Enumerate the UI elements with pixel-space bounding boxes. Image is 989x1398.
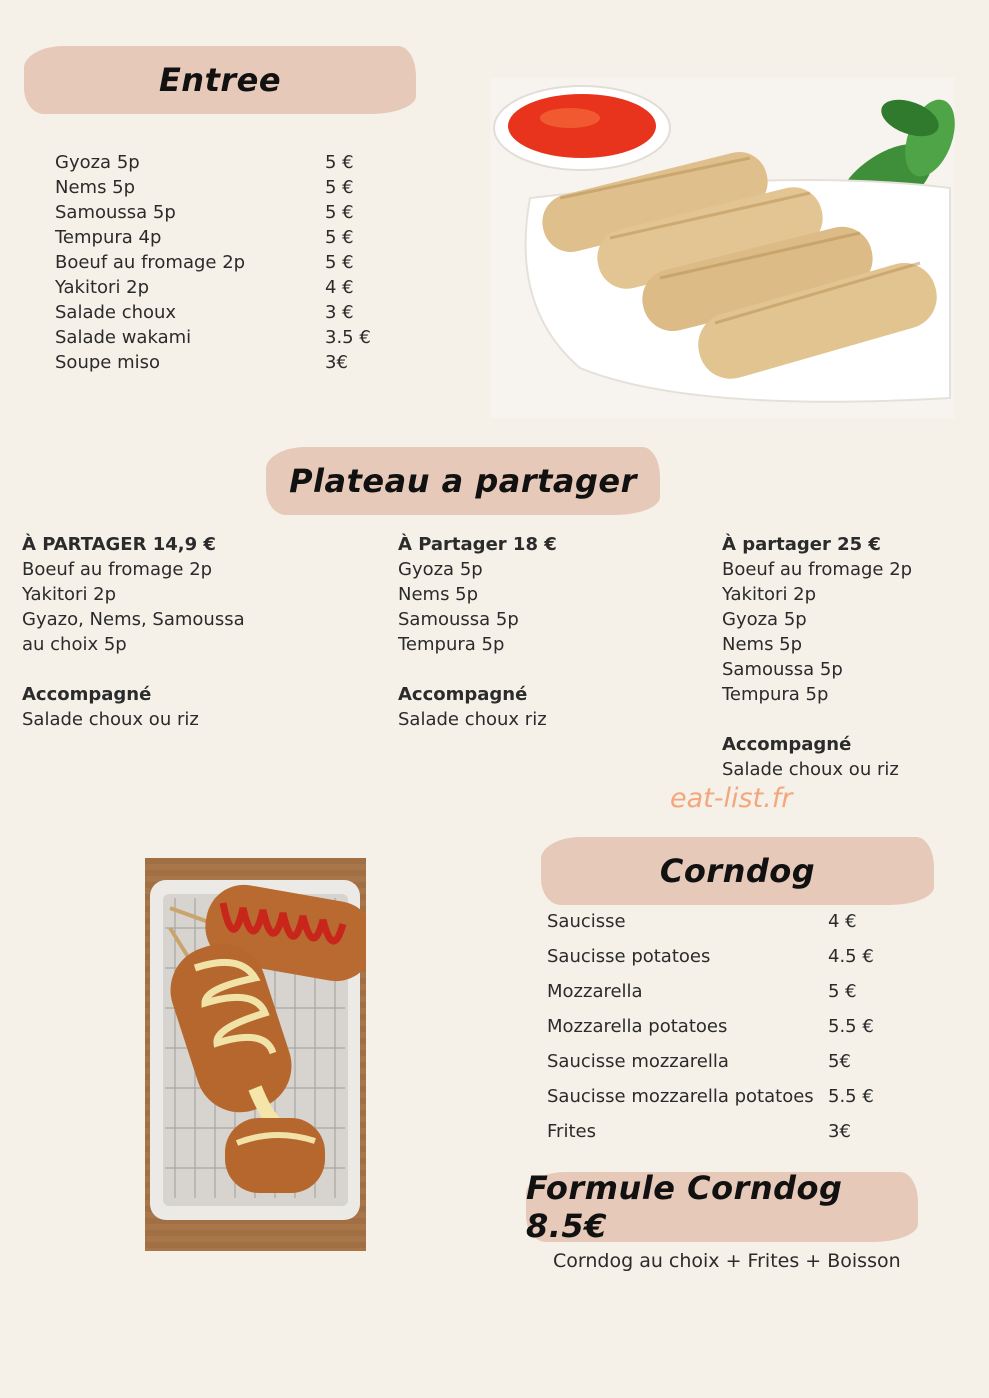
formule-title: Formule Corndog 8.5€: [526, 1169, 843, 1245]
list-item: Boeuf au fromage 2p: [22, 559, 213, 580]
list-item: Boeuf au fromage 2p: [722, 559, 913, 580]
side-text: Salade choux riz: [398, 709, 547, 730]
formule-banner: [526, 1169, 918, 1245]
list-item: Tempura 5p: [722, 684, 829, 705]
plateau-column-3: [722, 532, 982, 782]
menu-item: Boeuf au fromage 2p 5 €: [55, 252, 354, 273]
menu-item: Mozzarella potatoes 5.5 €: [547, 1016, 874, 1037]
plateau-column-title: À PARTAGER 14,9 €: [22, 534, 216, 555]
menu-item: Samoussa 5p 5 €: [55, 202, 354, 223]
spring-rolls-photo: [490, 78, 955, 418]
side-text: Salade choux ou riz: [22, 709, 199, 730]
menu-item: Tempura 4p 5 €: [55, 227, 354, 248]
list-item: Gyoza 5p: [722, 609, 807, 630]
side-title: Accompagné: [398, 684, 528, 705]
menu-item: Yakitori 2p 4 €: [55, 277, 354, 298]
menu-item: Mozzarella 5 €: [547, 981, 857, 1002]
watermark: eat-list.fr: [670, 783, 793, 814]
menu-item: Nems 5p 5 €: [55, 177, 354, 198]
menu-item: Saucisse potatoes 4.5 €: [547, 946, 874, 967]
corndog-banner: [541, 837, 934, 905]
menu-item: Salade wakami 3.5 €: [55, 327, 371, 348]
list-item: Yakitori 2p: [722, 584, 817, 605]
menu-item: Soupe miso 3€: [55, 352, 348, 373]
list-item: Samoussa 5p: [722, 659, 843, 680]
menu-item: Frites 3€: [547, 1121, 851, 1142]
formule-description: Corndog au choix + Frites + Boisson: [553, 1250, 901, 1272]
plateau-banner: [266, 447, 660, 515]
menu-item: Gyoza 5p 5 €: [55, 152, 354, 173]
list-item: Yakitori 2p: [22, 584, 117, 605]
entree-title: Entree: [158, 61, 282, 99]
corndog-photo: [145, 858, 366, 1251]
corndog-list: [547, 904, 887, 1149]
menu-item: Salade choux 3 €: [55, 302, 354, 323]
list-item: au choix 5p: [22, 634, 127, 655]
plateau-column-2: [398, 532, 698, 732]
menu-item: Saucisse mozzarella potatoes 5.5 €: [547, 1086, 874, 1107]
list-item: Gyoza 5p: [398, 559, 483, 580]
side-title: Accompagné: [22, 684, 152, 705]
list-item: Samoussa 5p: [398, 609, 519, 630]
list-item: Tempura 5p: [398, 634, 505, 655]
entree-banner: [24, 46, 416, 114]
plateau-column-title: À Partager 18 €: [398, 534, 557, 555]
list-item: Gyazo, Nems, Samoussa: [22, 609, 245, 630]
entree-list: [55, 150, 385, 375]
list-item: Nems 5p: [398, 584, 479, 605]
menu-item: Saucisse 4 €: [547, 911, 857, 932]
corndog-title: Corndog: [659, 852, 816, 890]
plateau-column-title: À partager 25 €: [722, 534, 881, 555]
plateau-column-1: [22, 532, 352, 732]
side-title: Accompagné: [722, 734, 852, 755]
side-text: Salade choux ou riz: [722, 759, 899, 780]
plateau-title: Plateau a partager: [289, 462, 637, 500]
list-item: Nems 5p: [722, 634, 803, 655]
menu-item: Saucisse mozzarella 5€: [547, 1051, 851, 1072]
